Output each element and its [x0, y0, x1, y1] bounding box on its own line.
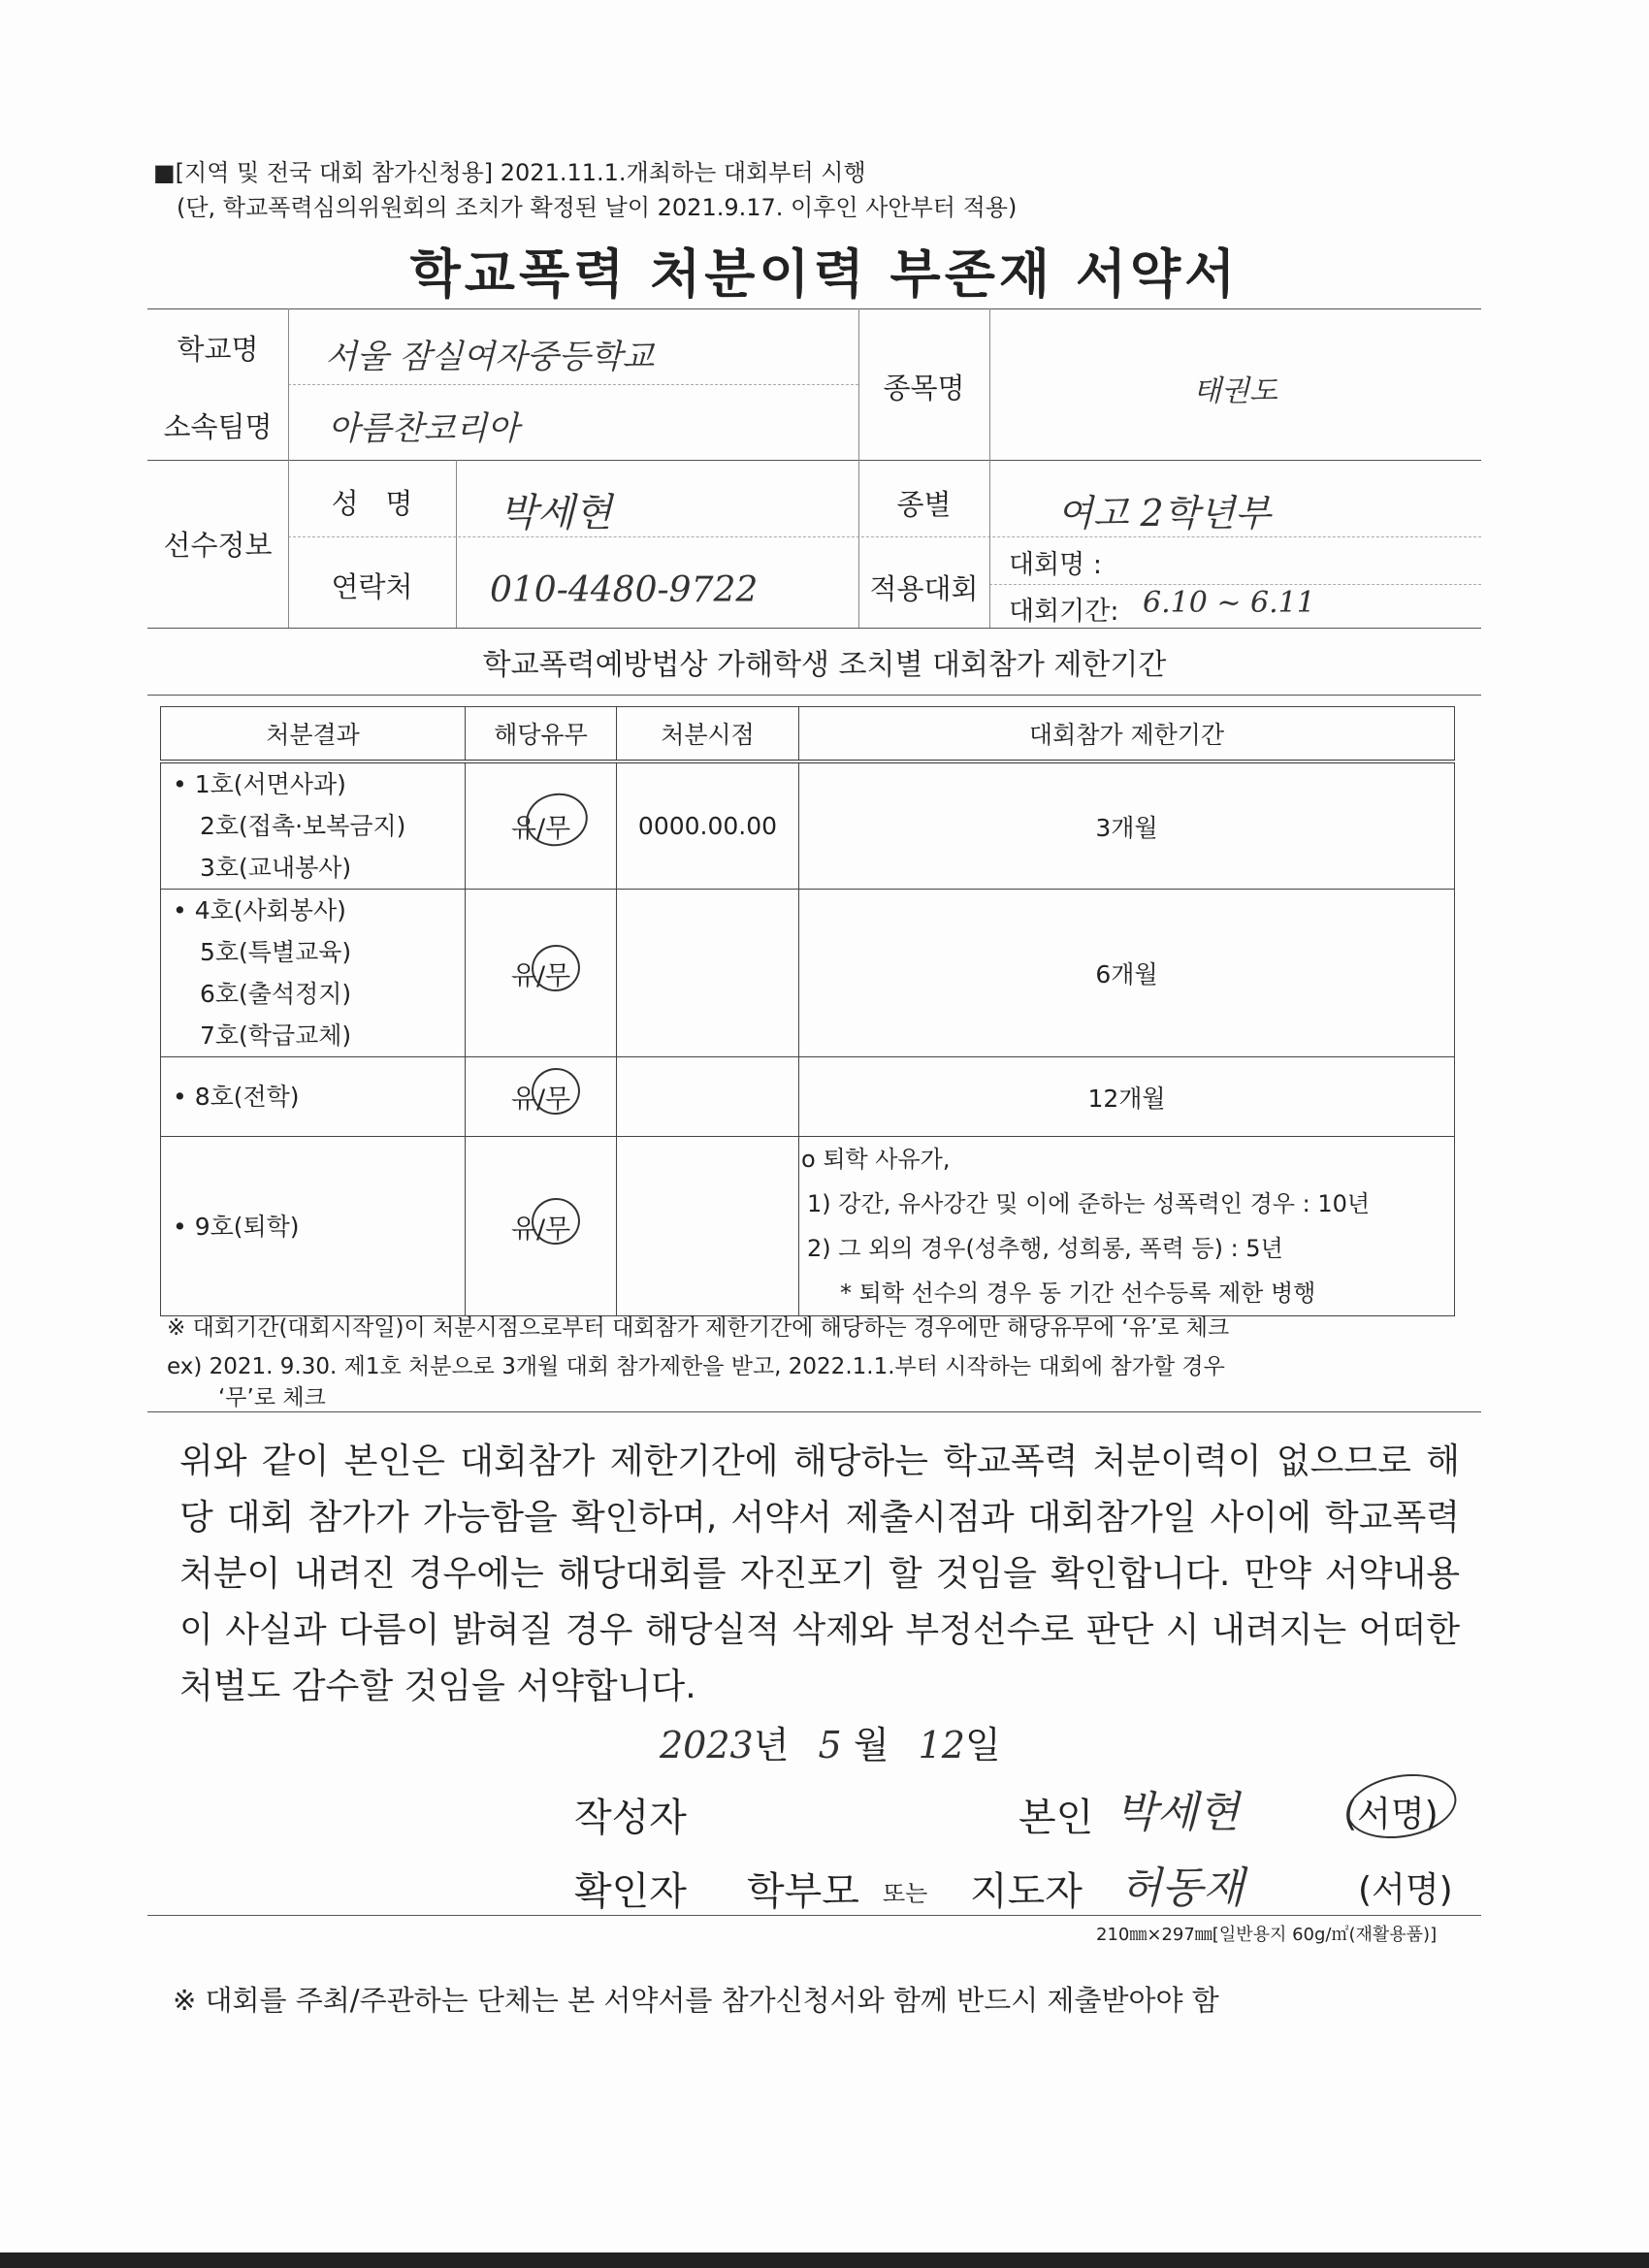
school-value: 서울 잠실여자중등학교 [325, 338, 655, 376]
contact-label: 연락처 [331, 570, 413, 603]
team-label: 소속팀명 [163, 410, 273, 443]
applicable-check[interactable]: 유/무 [511, 1078, 570, 1116]
notice-line-1: ■[지역 및 전국 대회 참가신청용] 2021.11.1.개최하는 대회부터 시행 [153, 159, 866, 186]
restriction-period: 3개월 [799, 761, 1455, 890]
section-title: 학교폭력예방법상 가해학생 조치별 대회참가 제한기간 [482, 648, 1167, 682]
header-period: 대회참가 제한기간 [799, 707, 1455, 762]
writer-label: 작성자 [574, 1796, 687, 1840]
result-item: 7호(학급교체) [200, 1021, 352, 1050]
table-row [161, 890, 1455, 1057]
bottom-note: ※ 대회를 주최/주관하는 단체는 본 서약서를 참가신청서와 함께 반드시 제출받아야 함 [173, 1984, 1219, 2017]
date-month: 5 [818, 1724, 842, 1766]
applicable-check[interactable]: 유/무 [511, 1208, 570, 1246]
disposition-time [617, 1057, 799, 1137]
table-row [161, 1137, 1455, 1316]
seal-placeholder-1: (서명) [1343, 1795, 1439, 1834]
notice-line-2: (단, 학교폭력심의위원회의 조치가 확정된 날이 2021.9.17. 이후인 사안부터 적용) [177, 194, 1018, 221]
expulsion-note: 1) 강간, 유사강간 및 이에 준하는 성폭력인 경우 : 10년 [807, 1190, 1371, 1217]
coach-name: 허동재 [1120, 1863, 1245, 1913]
footnote-example: ex) 2021. 9.30. 제1호 처분으로 3개월 대회 참가제한을 받고, 2022.1.1.부터 시작하는 대회에 참가할 경우 [167, 1354, 1225, 1379]
team-value: 아름찬코리아 [328, 409, 520, 448]
name-label: 성 명 [331, 487, 413, 520]
coach-label: 지도자 [970, 1869, 1083, 1914]
month-suffix: 월 [853, 1724, 889, 1766]
result-item: • 1호(서면사과) [173, 770, 346, 798]
header-applicable: 해당유무 [466, 707, 617, 762]
contact-value: 010-4480-9722 [490, 570, 759, 610]
result-item: 5호(특별교육) [200, 938, 352, 966]
table-row [161, 1057, 1455, 1137]
applicable-check[interactable]: 유/무 [511, 955, 570, 992]
expulsion-note: * 퇴학 선수의 경우 동 기간 선수등록 제한 병행 [840, 1280, 1316, 1307]
self-label: 본인 [1018, 1796, 1094, 1840]
footnote: ※ 대회기간(대회시작일)이 처분시점으로부터 대회참가 제한기간에 해당하는 경우에만 해당유무에 ‘유’로 체크 [167, 1315, 1230, 1341]
competition-name-label: 대회명 : [1009, 550, 1102, 580]
restriction-period: 12개월 [799, 1057, 1455, 1137]
disposition-time [617, 890, 799, 1057]
event-label: 종목명 [883, 372, 965, 405]
document-title: 학교폭력 처분이력 부존재 서약서 [409, 243, 1240, 305]
expulsion-note: 2) 그 외의 경우(성추행, 성희롱, 폭력 등) : 5년 [807, 1235, 1283, 1262]
paper-spec: 210㎜×297㎜[일반용지 60g/㎡(재활용품)] [1096, 1925, 1438, 1945]
restriction-period: 6개월 [799, 890, 1455, 1057]
year-suffix: 년 [753, 1724, 790, 1766]
disposition-table [160, 706, 1455, 1316]
date-line [660, 1715, 1001, 1768]
event-value: 태권도 [1193, 374, 1277, 408]
competition-label: 적용대회 [869, 572, 979, 605]
expulsion-note: o 퇴학 사유가, [801, 1146, 951, 1173]
competition-period-value: 6.10 ~ 6.11 [1143, 586, 1315, 620]
header-result: 처분결과 [161, 707, 466, 762]
day-suffix: 일 [964, 1724, 1001, 1766]
applicable-check[interactable]: 유/무 [511, 807, 570, 845]
disposition-time: 0000.00.00 [617, 761, 799, 890]
competition-period-label: 대회기간: [1009, 597, 1119, 627]
result-item: • 4호(사회봉사) [173, 896, 346, 924]
header-time: 처분시점 [617, 707, 799, 762]
or-label: 또는 [883, 1880, 928, 1907]
category-label: 종별 [896, 488, 952, 521]
parent-label: 학부모 [747, 1869, 859, 1914]
disposition-time [617, 1137, 799, 1316]
name-value: 박세현 [500, 491, 612, 535]
pledge-statement: 위와 같이 본인은 대회참가 제한기간에 해당하는 학교폭력 처분이력이 없으므로 해당 대회 참가가 가능함을 확인하며, 서약서 제출시점과 대회참가일 사이에 학교폭력 처분이 내려진 경우에는 해당대회를 자진포기 할 것임을 확인합니다. 만약 서약내용이 사실과 다름이 밝혀질 경우 해당실적 삭제와 부정선수로 판단 시 내려지는 어떠한 처벌도 감수할 것임을 서약합니다. [179, 1442, 1460, 1706]
result-item: 3호(교내봉사) [200, 854, 352, 882]
school-label: 학교명 [177, 333, 259, 366]
confirmer-label: 확인자 [574, 1869, 687, 1914]
seal-placeholder-2: (서명) [1358, 1870, 1453, 1910]
date-year: 2023 [660, 1724, 754, 1766]
result-item: • 8호(전학) [173, 1083, 300, 1111]
result-item: 2호(접촉·보복금지) [200, 812, 406, 840]
table-row [161, 761, 1455, 890]
result-item: • 9호(퇴학) [173, 1212, 300, 1241]
result-item: 6호(출석정지) [200, 980, 352, 1008]
footnote-example-cont: ‘무’로 체크 [218, 1385, 326, 1410]
date-day: 12 [918, 1724, 965, 1766]
category-value: 여고 2학년부 [1057, 492, 1271, 535]
athlete-info-label: 선수정보 [163, 529, 273, 562]
scan-edge [0, 2252, 1649, 2268]
self-name: 박세현 [1116, 1788, 1240, 1837]
table-header-row [161, 707, 1455, 762]
